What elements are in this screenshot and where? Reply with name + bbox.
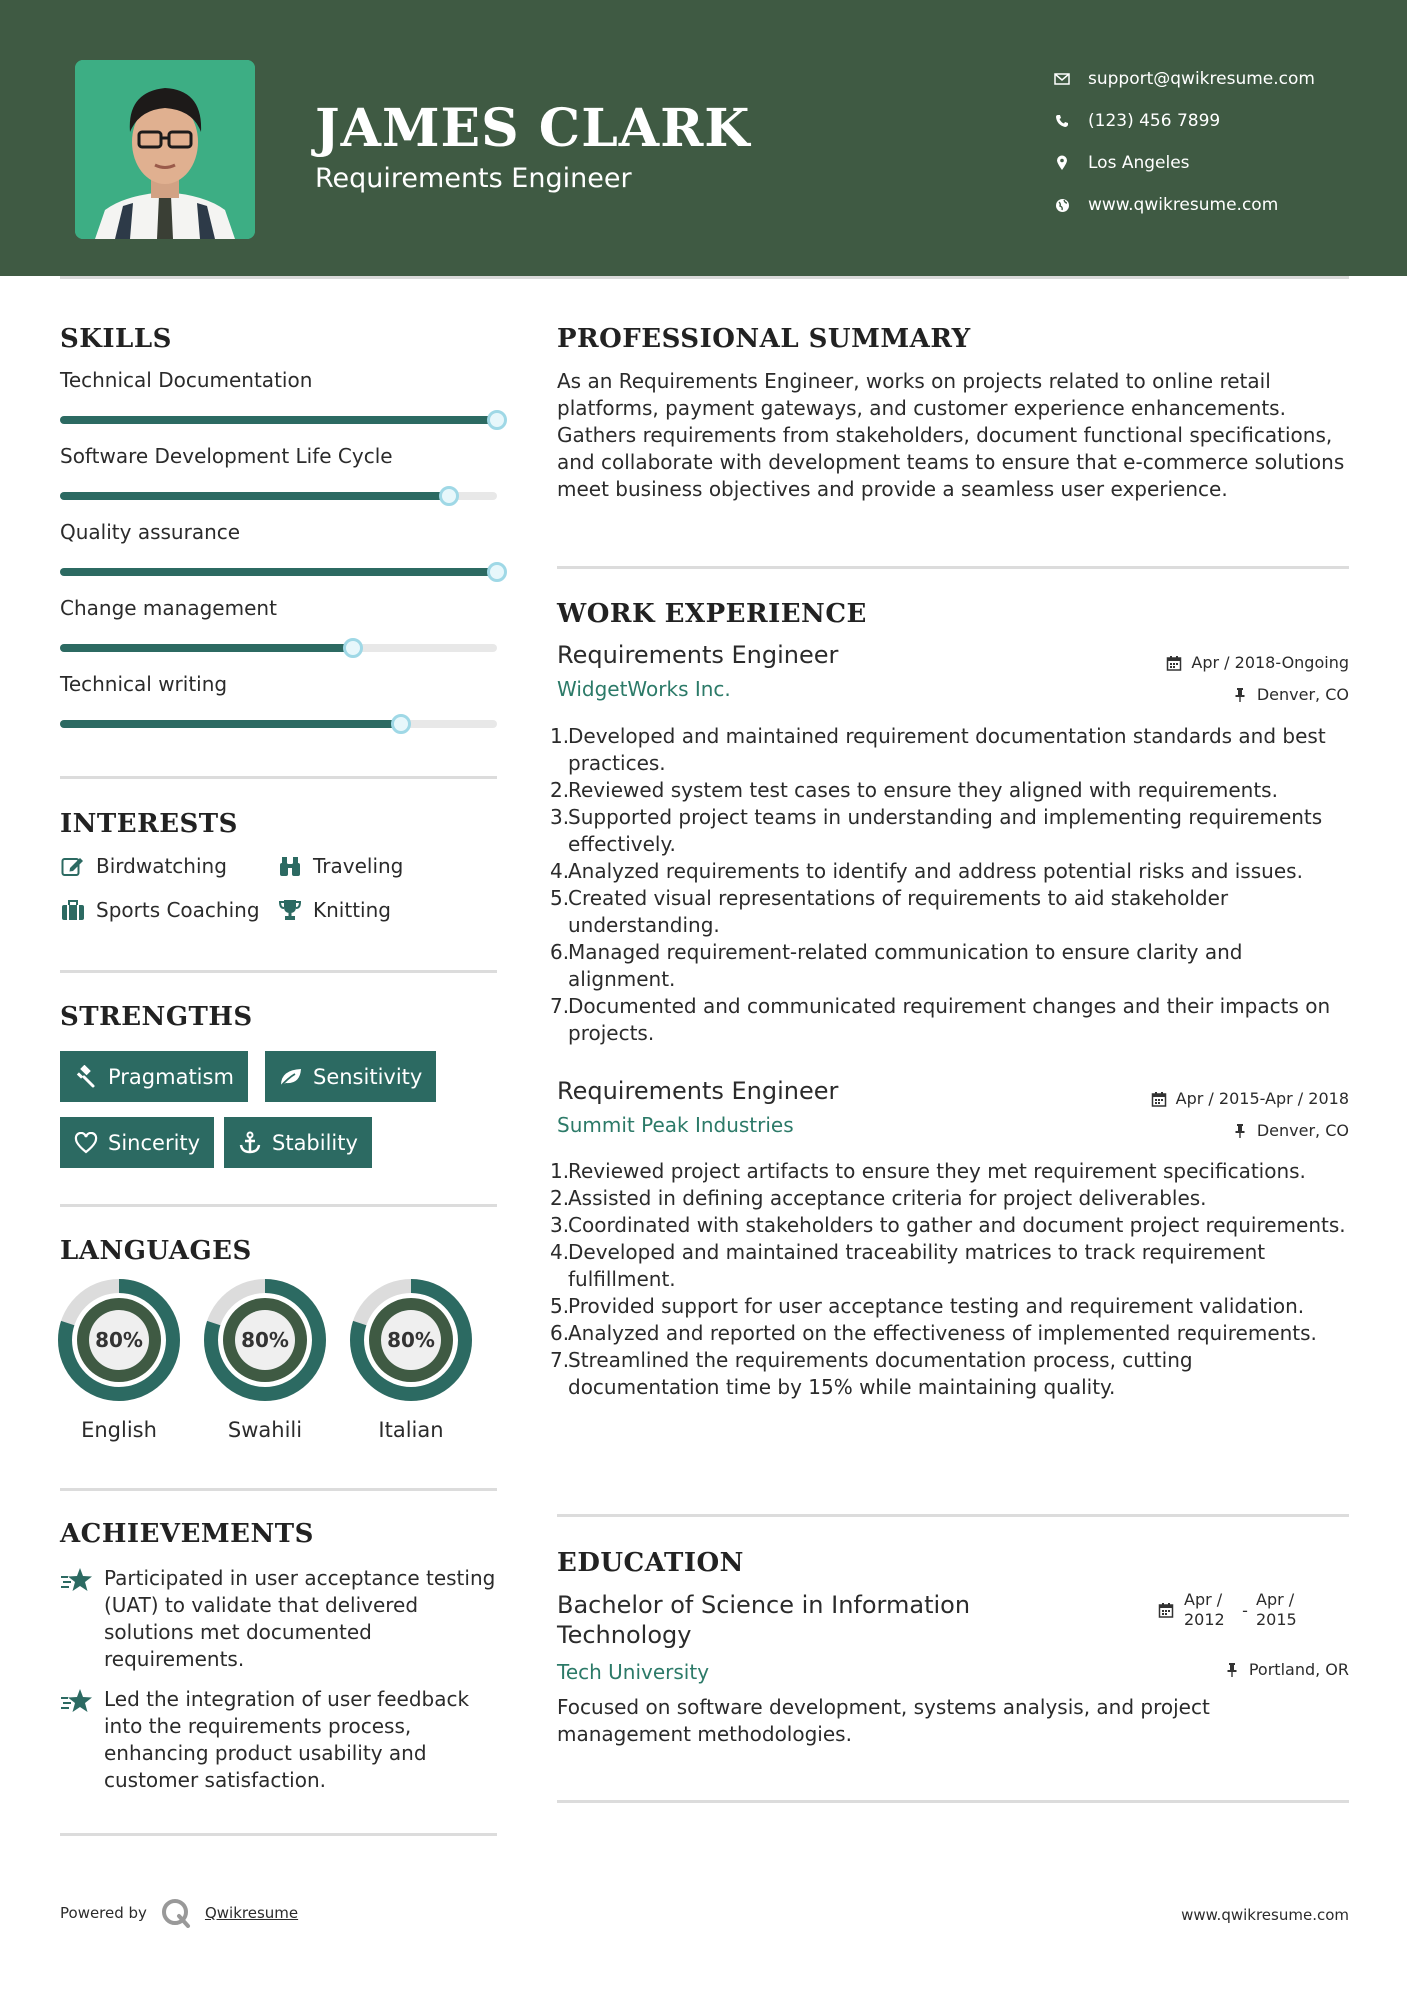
section-divider: [557, 566, 1349, 569]
list-item: 4. Developed and maintained traceability matrices to track requirement fulfillment.: [557, 1239, 1349, 1293]
achievement-item: [60, 1565, 500, 1673]
binoculars-icon: [277, 853, 303, 879]
skill-bar: [60, 492, 497, 500]
bullet-text: Streamlined the requirements documentation process, cutting documentation time by 15% while maintaining quality.: [568, 1348, 1193, 1399]
gavel-icon: [72, 1063, 100, 1091]
pushpin-icon: [1223, 1662, 1241, 1678]
skill-bar-fill: [60, 568, 497, 576]
bullet-text: Developed and maintained requirement documentation standards and best practices.: [568, 724, 1326, 775]
language-item: [57, 1278, 181, 1442]
bullet-text: Assisted in defining acceptance criteria for project deliverables.: [568, 1186, 1207, 1210]
education-location-text: Portland, OR: [1248, 1660, 1349, 1679]
skill-bar-fill: [60, 492, 449, 500]
strength-chip: [265, 1051, 436, 1102]
skill-item: [60, 368, 497, 392]
powered-by-text: Powered by: [60, 1904, 147, 1922]
skill-bar-knob: [391, 714, 411, 734]
anchor-icon: [236, 1129, 264, 1157]
bullet-text: Analyzed requirements to identify and address potential risks and issues.: [568, 859, 1303, 883]
skill-bar: [60, 720, 497, 728]
skill-label: Quality assurance: [60, 520, 241, 544]
skill-bar-fill: [60, 644, 353, 652]
job-company: WidgetWorks Inc.: [557, 677, 731, 701]
interest-item: [60, 853, 227, 879]
bullet-text: Provided support for user acceptance testing and requirement validation.: [568, 1294, 1305, 1318]
job-title: Requirements Engineer: [557, 641, 839, 669]
section-divider: [557, 1514, 1349, 1517]
education-dates: [1158, 1590, 1306, 1630]
language-donut: [203, 1278, 327, 1402]
calendar-icon: [1150, 1090, 1168, 1108]
bullet-text: Developed and maintained traceability matrices to track requirement fulfillment.: [568, 1240, 1266, 1291]
briefcase-icon: [60, 897, 86, 923]
strengths-heading: STRENGTHS: [60, 1002, 253, 1032]
skill-bar-fill: [60, 416, 497, 424]
job-bullets: [550, 723, 1349, 1047]
contact-website-text: www.qwikresume.com: [1088, 195, 1279, 215]
section-divider: [557, 1800, 1349, 1803]
job-location: [1231, 685, 1349, 704]
list-item: 5. Provided support for user acceptance testing and requirement validation.: [550, 1294, 1305, 1318]
header-divider: [60, 276, 1349, 279]
interest-label: Birdwatching: [96, 854, 227, 878]
interest-label: Knitting: [313, 898, 391, 922]
job-dates: [1165, 653, 1349, 672]
strength-label: Stability: [272, 1130, 358, 1155]
resume-header: [0, 0, 1407, 276]
contact-phone-text: (123) 456 7899: [1088, 111, 1221, 131]
bullet-text: Coordinated with stakeholders to gather and document project requirements.: [568, 1213, 1346, 1237]
strength-chip: [224, 1117, 372, 1168]
language-donut: [57, 1278, 181, 1402]
job-dates-text: Apr / 2018-Ongoing: [1191, 653, 1349, 672]
calendar-icon: [1158, 1602, 1176, 1618]
contact-email[interactable]: [1050, 58, 1315, 100]
footer-powered-by: [60, 1898, 298, 1928]
job-location-text: Denver, CO: [1256, 1121, 1349, 1140]
education-date-separator: -: [1242, 1600, 1248, 1620]
language-name: English: [81, 1418, 157, 1442]
bullet-text: Created visual representations of requirements to aid stakeholder understanding.: [568, 886, 1229, 937]
section-divider: [60, 970, 497, 973]
list-item: 5. Created visual representations of requirements to aid stakeholder understanding.: [557, 885, 1349, 939]
list-item: 2. Reviewed system test cases to ensure they aligned with requirements.: [550, 778, 1278, 802]
education-school: Tech University: [557, 1660, 710, 1684]
pushpin-icon: [1231, 686, 1249, 704]
summary-text: As an Requirements Engineer, works on projects related to online retail platforms, payment gateways, and customer experience enhancements. Gathers requirements from stakeholders, document functional specifications, and collaborate with development teams to ensure that e-commerce solutions meet business objectives and provide a seamless user experience.: [557, 369, 1345, 501]
interest-item: [277, 897, 391, 923]
language-percent: 80%: [241, 1328, 289, 1352]
section-divider: [60, 1204, 497, 1207]
job-dates: [1150, 1089, 1349, 1108]
language-percent: 80%: [95, 1328, 143, 1352]
language-item: [203, 1278, 327, 1442]
bullet-text: Analyzed and reported on the effectiveness of implemented requirements.: [568, 1321, 1317, 1345]
list-item: 1. Reviewed project artifacts to ensure they met requirement specifications.: [550, 1159, 1306, 1183]
interest-label: Sports Coaching: [96, 898, 260, 922]
footer-url[interactable]: www.qwikresume.com: [1181, 1906, 1349, 1924]
interests-heading: INTERESTS: [60, 809, 238, 839]
education-degree: Bachelor of Science in Information Technology: [557, 1591, 971, 1649]
list-item: 6. Analyzed and reported on the effectiveness of implemented requirements.: [550, 1321, 1317, 1345]
list-item: 4. Analyzed requirements to identify and address potential risks and issues.: [550, 859, 1303, 883]
language-item: [349, 1278, 473, 1442]
bullet-text: Documented and communicated requirement changes and their impacts on projects.: [568, 994, 1331, 1045]
skill-bar-knob: [439, 486, 459, 506]
contact-website[interactable]: [1050, 184, 1315, 226]
skill-bar-knob: [343, 638, 363, 658]
strength-label: Pragmatism: [108, 1064, 234, 1089]
job-bullets: [550, 1158, 1349, 1401]
list-item: 2. Assisted in defining acceptance criteria for project deliverables.: [550, 1186, 1207, 1210]
job-company: Summit Peak Industries: [557, 1113, 794, 1137]
qwikresume-logo-icon: [161, 1898, 191, 1928]
edit-icon: [60, 853, 86, 879]
skill-item: [60, 596, 497, 620]
education-heading: EDUCATION: [557, 1548, 744, 1578]
bullet-text: Managed requirement-related communication to ensure clarity and alignment.: [568, 940, 1243, 991]
skill-bar-fill: [60, 720, 401, 728]
leaf-icon: [277, 1063, 305, 1091]
calendar-icon: [1165, 654, 1183, 672]
language-name: Swahili: [227, 1418, 303, 1442]
candidate-title: Requirements Engineer: [315, 163, 632, 194]
languages-heading: LANGUAGES: [60, 1236, 252, 1266]
qwikresume-link[interactable]: Qwikresume: [204, 1904, 299, 1922]
globe-icon: [1050, 193, 1074, 217]
strength-chip: [60, 1117, 214, 1168]
strength-chip: [60, 1051, 248, 1102]
interest-item: [277, 853, 403, 879]
bullet-text: Reviewed project artifacts to ensure they met requirement specifications.: [568, 1159, 1306, 1183]
achievement-text: Led the integration of user feedback into the requirements process, enhancing product usability and customer satisfaction.: [104, 1687, 470, 1792]
job-entry: [557, 1077, 1349, 1157]
job-location-text: Denver, CO: [1256, 685, 1349, 704]
section-divider: [60, 1833, 497, 1836]
job-title: Requirements Engineer: [557, 1077, 839, 1105]
interest-label: Traveling: [313, 854, 404, 878]
skill-bar: [60, 644, 497, 652]
education-location: [1223, 1660, 1349, 1679]
list-item: 7. Documented and communicated requirement changes and their impacts on projects.: [557, 993, 1349, 1047]
list-item: 1. Developed and maintained requirement documentation standards and best practices.: [557, 723, 1349, 777]
skill-label: Technical writing: [60, 672, 228, 696]
pushpin-icon: [1231, 1122, 1249, 1140]
bullet-text: Reviewed system test cases to ensure they aligned with requirements.: [568, 778, 1278, 802]
envelope-icon: [1050, 67, 1074, 91]
section-divider: [60, 776, 497, 779]
bullet-text: Supported project teams in understanding and implementing requirements effectively.: [568, 805, 1323, 856]
list-item: 3. Supported project teams in understanding and implementing requirements effectively.: [557, 804, 1349, 858]
summary-heading: PROFESSIONAL SUMMARY: [557, 324, 971, 354]
interest-item: [60, 897, 260, 923]
skill-item: [60, 672, 497, 696]
skill-bar: [60, 416, 497, 424]
skill-item: [60, 444, 497, 468]
list-item: 7. Streamlined the requirements documentation process, cutting documentation time by 15% while maintaining quality.: [557, 1347, 1349, 1401]
job-location: [1231, 1121, 1349, 1140]
skills-heading: SKILLS: [60, 324, 172, 354]
list-item: 3. Coordinated with stakeholders to gather and document project requirements.: [550, 1213, 1346, 1237]
skill-label: Technical Documentation: [60, 368, 313, 392]
education-start: Apr / 2012: [1184, 1590, 1225, 1629]
skill-label: Software Development Life Cycle: [60, 444, 393, 468]
strength-label: Sensitivity: [313, 1064, 423, 1089]
language-donut: [349, 1278, 473, 1402]
skill-bar: [60, 568, 497, 576]
language-name: Italian: [378, 1418, 444, 1442]
skill-label: Change management: [60, 596, 277, 620]
skill-item: [60, 520, 497, 544]
experience-heading: WORK EXPERIENCE: [557, 599, 867, 629]
strength-label: Sincerity: [108, 1130, 201, 1155]
contact-list: [1050, 58, 1315, 226]
skill-bar-knob: [487, 562, 507, 582]
star-icon: [60, 1565, 96, 1673]
section-divider: [60, 1488, 497, 1491]
language-percent: 80%: [387, 1328, 435, 1352]
contact-location-text: Los Angeles: [1088, 153, 1190, 173]
star-icon: [60, 1686, 96, 1794]
list-item: 6. Managed requirement-related communication to ensure clarity and alignment.: [557, 939, 1349, 993]
candidate-name: JAMES CLARK: [315, 98, 751, 159]
trophy-icon: [277, 897, 303, 923]
job-dates-text: Apr / 2015-Apr / 2018: [1175, 1089, 1349, 1108]
achievement-text: Participated in user acceptance testing (UAT) to validate that delivered solutions met documented requirements.: [104, 1566, 496, 1671]
profile-photo: [75, 60, 255, 239]
achievements-heading: ACHIEVEMENTS: [60, 1519, 314, 1549]
contact-location: [1050, 142, 1315, 184]
education-description: Focused on software development, systems analysis, and project management methodologies.: [557, 1695, 1210, 1746]
skill-bar-knob: [487, 410, 507, 430]
heart-icon: [72, 1129, 100, 1157]
education-end: Apr / 2015: [1256, 1590, 1297, 1629]
contact-email-text: support@qwikresume.com: [1088, 69, 1315, 89]
map-pin-icon: [1050, 151, 1074, 175]
contact-phone[interactable]: [1050, 100, 1315, 142]
phone-icon: [1050, 109, 1074, 133]
achievement-item: [60, 1686, 500, 1794]
